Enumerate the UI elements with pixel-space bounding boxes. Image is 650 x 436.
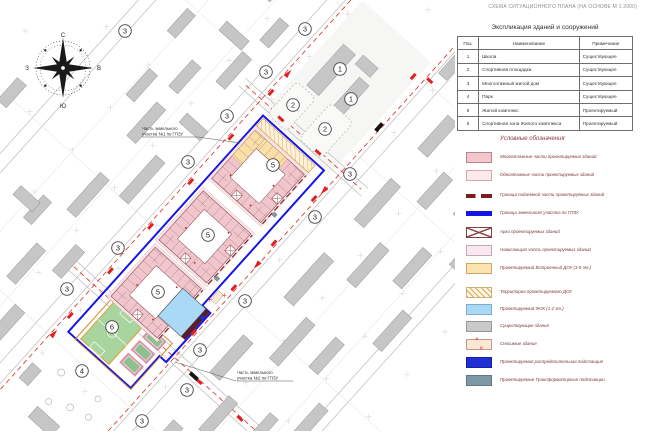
position-marker-3 — [112, 242, 125, 255]
position-marker-3 — [299, 23, 312, 36]
legend-item-existing — [464, 321, 650, 333]
svg-text:3: 3 — [122, 26, 128, 36]
compass-east-label: В — [96, 66, 102, 72]
arch-swatch — [466, 227, 492, 238]
legend-label: Проектируемые Трансформаторные подстанции — [500, 377, 605, 382]
legend-item-dou — [464, 263, 650, 275]
table-cell: 6 — [458, 117, 479, 130]
legend-item-dou-territory — [464, 287, 650, 299]
svg-text:2: 2 — [290, 100, 296, 110]
svg-text:3: 3 — [224, 111, 230, 121]
table-row — [458, 90, 633, 103]
position-marker-3 — [309, 211, 322, 224]
position-marker-5 — [267, 159, 280, 172]
svg-text:участка №2 по ГПЗУ: участка №2 по ГПЗУ — [237, 375, 279, 381]
compass-rose — [25, 33, 101, 110]
svg-text:3: 3 — [64, 284, 70, 294]
demolish-swatch — [466, 339, 492, 350]
table-cell: Существующее — [579, 50, 632, 63]
position-marker-4 — [76, 365, 89, 378]
position-marker-2 — [287, 99, 300, 112]
svg-text:3: 3 — [197, 345, 203, 355]
table-cell: Спортивная зона Жилого комплекса — [479, 117, 580, 130]
legend-title: Условные обозначения — [500, 136, 565, 142]
position-marker-3 — [221, 110, 234, 123]
legend-item-plot-line — [464, 208, 650, 220]
position-marker-3 — [136, 415, 149, 428]
svg-text:3: 3 — [242, 296, 248, 306]
svg-text:3: 3 — [115, 243, 121, 253]
table-row — [458, 103, 633, 116]
table-cell: Жилой комплекс — [479, 103, 580, 116]
legend-label: Одноэтажные части проектируемых зданий — [500, 172, 595, 177]
table-cell: Парк — [479, 90, 580, 103]
explication-table — [457, 36, 633, 131]
onestory-swatch — [466, 170, 492, 181]
legend-label: Сносимые здания — [500, 341, 537, 346]
sheet-title: СХЕМА СИТУАЦИОННОГО ПЛАНА (НА ОСНОВЕ М 1:2000) — [488, 4, 637, 10]
table-cell: Школа — [479, 50, 580, 63]
table-cell: Проектируемый — [579, 103, 632, 116]
table-cell: 1 — [458, 50, 479, 63]
svg-text:3: 3 — [347, 169, 353, 179]
table-row — [458, 50, 633, 63]
position-marker-1 — [334, 63, 347, 76]
position-marker-3 — [239, 295, 252, 308]
svg-text:3: 3 — [185, 157, 191, 167]
table-cell: Многоэтажный жилой дом — [479, 77, 580, 90]
legend-label: Многоэтажные части проектируемых зданий — [500, 154, 597, 159]
svg-text:Часть земельного: Часть земельного — [237, 370, 273, 375]
legend-item-transformer — [464, 375, 650, 387]
legend-label: Граница подземной части проектируемых зданий — [500, 192, 605, 197]
underground-line-swatch — [466, 194, 492, 198]
legend-item-multistory — [464, 152, 650, 164]
position-marker-5 — [152, 286, 165, 299]
svg-text:6: 6 — [109, 322, 115, 332]
dou-swatch — [466, 263, 492, 274]
transformer-swatch — [466, 375, 492, 386]
overhang-swatch — [466, 245, 492, 256]
svg-text:3: 3 — [312, 212, 318, 222]
legend-label: Проектируемый ФОК (1-2 эт.) — [500, 306, 564, 311]
table-row — [458, 63, 633, 76]
table-header-row — [458, 37, 633, 50]
position-marker-3 — [260, 66, 273, 79]
table-cell: Существующее — [579, 63, 632, 76]
svg-text:3: 3 — [263, 67, 269, 77]
legend-label: Проектируемая распределительная подстанция — [500, 359, 604, 364]
column-header-2: Примечание — [579, 37, 632, 50]
table-row — [458, 77, 633, 90]
compass-south-label: Ю — [59, 104, 67, 110]
legend-item-underground-line — [464, 190, 650, 202]
legend-item-demolish — [464, 339, 650, 351]
table-cell: Спортивная площадка — [479, 63, 580, 76]
svg-text:5: 5 — [205, 230, 211, 240]
svg-text:1: 1 — [348, 94, 354, 104]
table-cell: Существующее — [579, 90, 632, 103]
multistory-swatch — [466, 152, 492, 163]
svg-text:3: 3 — [184, 385, 190, 395]
position-marker-3 — [344, 168, 357, 181]
position-marker-5 — [202, 229, 215, 242]
table-cell: Проектируемый — [579, 117, 632, 130]
svg-text:4: 4 — [79, 366, 85, 376]
fok-swatch — [466, 304, 492, 315]
table-cell: 5 — [458, 103, 479, 116]
position-marker-2 — [319, 123, 332, 136]
svg-text:3: 3 — [139, 416, 145, 426]
svg-text:5: 5 — [155, 287, 161, 297]
table-row — [458, 117, 633, 130]
svg-text:1: 1 — [337, 64, 343, 74]
position-marker-3 — [61, 283, 74, 296]
legend-label: Нависающая часть проектируемых зданий — [500, 247, 591, 252]
explication-title: Экспликация зданий и сооружений — [491, 24, 599, 31]
plot-line-swatch — [466, 211, 492, 216]
table-cell: Существующее — [579, 77, 632, 90]
table-cell: 3 — [458, 77, 479, 90]
legend-item-onestory — [464, 170, 650, 182]
position-marker-3 — [119, 25, 132, 38]
legend-label: Проектируемый Встроенный ДОУ (3-9 эт.) — [500, 265, 592, 270]
svg-text:2: 2 — [322, 124, 328, 134]
compass-north-label: С — [60, 33, 66, 39]
position-marker-3 — [181, 384, 194, 397]
legend-item-overhang — [464, 245, 650, 257]
table-cell: 2 — [458, 63, 479, 76]
existing-swatch — [466, 321, 492, 332]
legend-panel — [464, 136, 650, 396]
legend-label: Арки проектируемых зданий — [500, 229, 560, 234]
svg-text:Часть земельного: Часть земельного — [142, 126, 178, 131]
position-marker-6 — [106, 321, 119, 334]
svg-text:участка №1 по ГПЗУ: участка №1 по ГПЗУ — [142, 131, 184, 137]
dist-substation-swatch — [466, 357, 492, 368]
table-cell: 4 — [458, 90, 479, 103]
position-marker-3 — [182, 156, 195, 169]
column-header-0: Поз. — [458, 37, 479, 50]
explication-panel — [457, 24, 633, 131]
legend-label: Граница земельного участка по ГПЗУ — [500, 210, 579, 215]
position-marker-1 — [345, 93, 358, 106]
position-marker-3 — [194, 344, 207, 357]
legend-item-arch — [464, 227, 650, 239]
svg-text:5: 5 — [270, 160, 276, 170]
svg-text:3: 3 — [302, 24, 308, 34]
dou-territory-swatch — [466, 287, 492, 298]
column-header-1: Наименование — [479, 37, 580, 50]
legend-label: Существующие здания — [500, 323, 549, 328]
legend-label: Территория проектируемого ДОУ — [500, 289, 572, 294]
legend-item-dist-substation — [464, 357, 650, 369]
compass-west-label: З — [25, 66, 29, 72]
legend-item-fok — [464, 304, 650, 316]
